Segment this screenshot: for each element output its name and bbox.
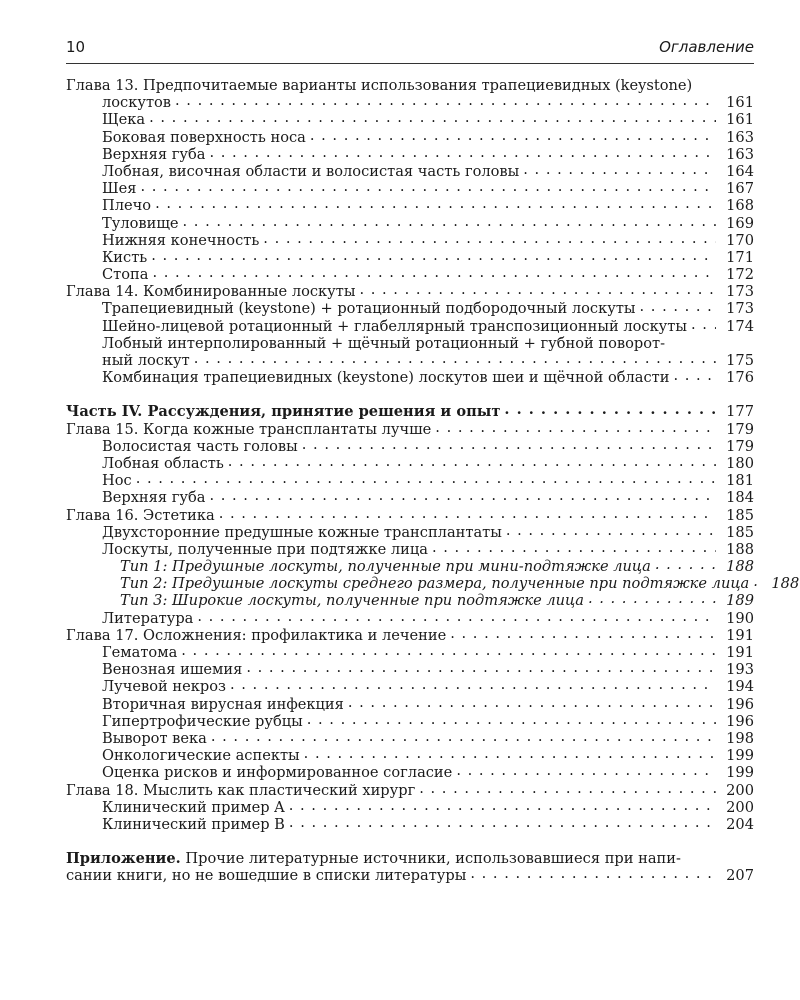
dot-leader	[673, 370, 716, 382]
toc-entry[interactable]	[66, 558, 754, 575]
toc-page-number: 169	[726, 214, 754, 232]
toc-entry[interactable]	[66, 747, 754, 764]
toc-page-number: 181	[726, 472, 754, 490]
toc-entry[interactable]	[66, 129, 754, 146]
toc-page-number: 179	[726, 420, 754, 438]
dot-leader	[691, 319, 716, 331]
dot-leader	[183, 216, 716, 228]
toc-page-number: 200	[726, 798, 754, 816]
toc-page-number: 164	[726, 162, 754, 180]
toc-page-number: 173	[726, 300, 754, 318]
toc-entry-text: Глава 17. Осложнения: профилактика и лечение	[66, 626, 447, 644]
toc-entry[interactable]	[66, 438, 754, 455]
toc-entry[interactable]	[66, 541, 754, 558]
toc-entry-text: Двухсторонние предушные кожные трансплантаты	[102, 523, 502, 541]
toc-page-number: 199	[726, 764, 754, 782]
toc-page-number: 168	[726, 197, 754, 215]
toc-page-number: 188	[771, 575, 800, 593]
dot-leader	[289, 800, 716, 812]
toc-entry-literature[interactable]	[66, 610, 754, 627]
toc-page-number: 196	[726, 712, 754, 730]
toc-page-number: 207	[726, 867, 754, 885]
page-number: 10	[66, 38, 86, 56]
toc-entry[interactable]	[66, 146, 754, 163]
toc-page-number: 188	[726, 558, 754, 576]
dot-leader	[211, 731, 716, 743]
toc-entry-text: Стопа	[102, 266, 149, 284]
dot-leader	[359, 284, 716, 296]
toc-entry[interactable]	[66, 644, 754, 661]
toc-chapter-13-title-line2[interactable]	[66, 94, 754, 111]
toc-page-number: 185	[726, 506, 754, 524]
toc-entry-text: лоскутов	[102, 94, 172, 112]
toc-entry-text: ный лоскут	[102, 352, 190, 370]
dot-leader	[310, 130, 716, 142]
toc-entry[interactable]	[66, 300, 754, 317]
toc-chapter-13-title-line1: Глава 13. Предпочитаемые варианты использования трапециевидных (keystone)	[66, 77, 693, 94]
dot-leader	[655, 559, 716, 571]
toc-entry[interactable]	[66, 661, 754, 678]
toc-entry-text: Литература	[102, 609, 194, 627]
toc-page-number: 196	[726, 695, 754, 713]
toc-page-number: 184	[726, 489, 754, 507]
dot-leader	[209, 490, 716, 502]
toc-page-number: 198	[726, 729, 754, 747]
toc-chapter-16-items	[66, 524, 754, 558]
toc-page-number: 188	[726, 540, 754, 558]
toc-entry-text: Лоскуты, полученные при подтяжке лица	[102, 540, 428, 558]
dot-leader	[640, 301, 716, 313]
toc-page-number: 167	[726, 180, 754, 198]
dot-leader	[155, 198, 716, 210]
toc-entry[interactable]	[66, 215, 754, 232]
toc-page-number: 190	[726, 609, 754, 627]
toc-chapter-16-subitems	[66, 558, 800, 610]
toc-entry-text: Клинический пример B	[102, 815, 285, 833]
toc-entry-text: Трапециевидный (keystone) + ротационный подбородочный лоскуты	[102, 300, 636, 318]
header-rule	[66, 63, 754, 64]
toc-entry-text: Волосистая часть головы	[102, 437, 298, 455]
toc-entry[interactable]	[66, 678, 754, 695]
toc-entry[interactable]	[66, 472, 754, 489]
toc-entry[interactable]	[66, 232, 754, 249]
toc-entry-text: Лобная, височная области и волосистая часть головы	[102, 162, 520, 180]
toc-entry-text: Глава 15. Когда кожные трансплантаты лучше	[66, 420, 432, 438]
toc-chapter-14-items	[66, 300, 754, 334]
toc-entry-text: Комбинация трапециевидных (keystone) лоскутов шеи и щёчной области	[102, 369, 670, 387]
running-title: Оглавление	[659, 38, 754, 56]
dot-leader	[504, 404, 716, 416]
toc-chapter-17[interactable]	[66, 627, 754, 644]
dot-leader	[506, 525, 716, 537]
toc-entry-text: Кисть	[102, 248, 148, 266]
dot-leader	[523, 164, 716, 176]
toc-entry[interactable]	[66, 713, 754, 730]
toc-entry[interactable]	[66, 730, 754, 747]
toc-entry-text: Онкологические аспекты	[102, 747, 300, 765]
table-of-contents	[66, 77, 800, 885]
toc-entry-wrap-line1: Лобный интерполированный + щёчный ротационный + губной поворот-	[102, 334, 666, 352]
toc-chapter-16[interactable]	[66, 507, 754, 524]
toc-page-number: 200	[726, 781, 754, 799]
toc-entry-text: Нижняя конечность	[102, 231, 260, 249]
toc-page-number: 194	[726, 678, 754, 696]
toc-entry-text: Глава 18. Мыслить как пластический хирург	[66, 781, 416, 799]
toc-entry[interactable]	[66, 696, 754, 713]
toc-entry-text: Туловище	[102, 214, 179, 232]
toc-entry-text: Глава 16. Эстетика	[66, 506, 215, 524]
toc-page-number: 174	[726, 317, 754, 335]
toc-entry-text: Клинический пример A	[102, 798, 285, 816]
toc-entry-text: Плечо	[102, 197, 152, 215]
toc-page-number: 161	[726, 111, 754, 129]
toc-entry-text: Часть IV. Рассуждения, принятие решения и опыт	[66, 403, 501, 421]
toc-page-number: 199	[726, 747, 754, 765]
page-header	[66, 38, 754, 58]
dot-leader	[450, 628, 716, 640]
section-gap	[66, 386, 754, 403]
toc-entry[interactable]	[66, 816, 754, 833]
toc-entry-text: Оценка рисков и информированное согласие	[102, 764, 453, 782]
dot-leader	[151, 250, 716, 262]
dot-leader	[181, 645, 716, 657]
dot-leader	[435, 422, 716, 434]
toc-entry[interactable]	[66, 524, 754, 541]
dot-leader	[263, 233, 716, 245]
toc-entry[interactable]	[66, 266, 754, 283]
toc-entry-text: Тип 3: Широкие лоскуты, полученные при подтяжке лица	[120, 592, 584, 610]
toc-entry[interactable]	[66, 163, 754, 180]
toc-page-number: 193	[726, 661, 754, 679]
toc-page-number: 170	[726, 231, 754, 249]
toc-chapter-17-items	[66, 644, 754, 782]
toc-entry-text: Щека	[102, 111, 146, 129]
toc-page-number: 175	[726, 352, 754, 370]
toc-entry-text: Верхняя губа	[102, 489, 206, 507]
toc-appendix-line1	[66, 850, 754, 867]
section-gap	[66, 833, 754, 850]
dot-leader	[348, 697, 716, 709]
toc-entry-text: Гематома	[102, 644, 178, 662]
toc-entry-text: Боковая поверхность носа	[102, 128, 306, 146]
dot-leader	[152, 267, 716, 279]
toc-entry-text: сании книги, но не вошедшие в списки литературы	[66, 867, 467, 885]
toc-entry-text: Нос	[102, 472, 132, 490]
toc-page-number: 191	[726, 626, 754, 644]
toc-entry[interactable]	[66, 489, 754, 506]
dot-leader	[419, 783, 716, 795]
toc-entry-text: Выворот века	[102, 729, 207, 747]
toc-page-number: 185	[726, 523, 754, 541]
dot-leader	[304, 748, 716, 760]
toc-page-number: 191	[726, 644, 754, 662]
dot-leader	[194, 353, 716, 365]
dot-leader	[432, 542, 716, 554]
toc-entry[interactable]	[66, 575, 800, 593]
dot-leader	[228, 456, 716, 468]
toc-entry-text: Тип 2: Предушные лоскуты среднего размера, полученные при подтяжке лица	[120, 575, 750, 593]
toc-page-number: 204	[726, 815, 754, 833]
appendix-text-line1: Прочие литературные источники, использовавшиеся при напи-	[180, 850, 681, 868]
toc-entry-text: Вторичная вирусная инфекция	[102, 695, 344, 713]
dot-leader	[136, 473, 716, 485]
dot-leader	[456, 765, 716, 777]
toc-entry-text: Верхняя губа	[102, 145, 206, 163]
toc-chapter-18[interactable]	[66, 782, 754, 799]
toc-part-4[interactable]	[66, 403, 754, 420]
toc-page-number: 171	[726, 248, 754, 266]
dot-leader	[307, 714, 716, 726]
toc-page-number: 177	[726, 403, 754, 421]
toc-entry[interactable]	[66, 764, 754, 781]
toc-entry-text: Лобная область	[102, 454, 224, 472]
dot-leader	[197, 611, 716, 623]
toc-entry[interactable]	[66, 318, 754, 335]
toc-page-number: 173	[726, 283, 754, 301]
appendix-label: Приложение.	[66, 850, 181, 868]
toc-entry-text: Шейно-лицевой ротационный + глабеллярный транспозиционный лоскуты	[102, 317, 687, 335]
toc-entry[interactable]	[66, 197, 754, 214]
dot-leader	[209, 147, 716, 159]
toc-entry[interactable]	[66, 455, 754, 472]
toc-entry-text: Гипертрофические рубцы	[102, 712, 303, 730]
toc-entry[interactable]	[66, 799, 754, 816]
dot-leader	[302, 439, 716, 451]
toc-entry-text: Венозная ишемия	[102, 661, 243, 679]
toc-chapter-15-items	[66, 438, 754, 507]
toc-page-number: 180	[726, 454, 754, 472]
toc-page-number: 189	[726, 592, 754, 610]
toc-entry-text: Глава 14. Комбинированные лоскуты	[66, 283, 356, 301]
toc-entry[interactable]	[66, 369, 754, 386]
toc-chapter-13-items	[66, 111, 754, 283]
toc-chapter-15[interactable]	[66, 421, 754, 438]
toc-page-number: 176	[726, 369, 754, 387]
dot-leader	[175, 95, 716, 107]
toc-appendix-line2[interactable]	[66, 867, 754, 884]
dot-leader	[230, 679, 716, 691]
toc-page-number: 179	[726, 437, 754, 455]
toc-entry-text: Тип 1: Предушные лоскуты, полученные при мини-подтяжке лица	[120, 558, 651, 576]
toc-entry-wrap-line2[interactable]	[66, 352, 754, 369]
dot-leader	[470, 868, 716, 880]
toc-chapter-18-items	[66, 799, 754, 833]
dot-leader	[141, 181, 717, 193]
toc-entry[interactable]	[66, 180, 754, 197]
toc-page-number: 163	[726, 145, 754, 163]
dot-leader	[149, 112, 716, 124]
toc-entry[interactable]	[66, 592, 754, 609]
dot-leader	[246, 662, 716, 674]
toc-chapter-14[interactable]	[66, 283, 754, 300]
toc-page-number: 161	[726, 94, 754, 112]
toc-entry-text: Шея	[102, 180, 137, 198]
dot-leader	[289, 817, 716, 829]
dot-leader	[219, 508, 716, 520]
dot-leader	[588, 593, 716, 605]
dot-leader	[753, 576, 761, 588]
toc-entry-text: Лучевой некроз	[102, 678, 226, 696]
toc-entry[interactable]	[66, 111, 754, 128]
toc-entry[interactable]	[66, 249, 754, 266]
toc-page-number: 163	[726, 128, 754, 146]
toc-page-number: 172	[726, 266, 754, 284]
